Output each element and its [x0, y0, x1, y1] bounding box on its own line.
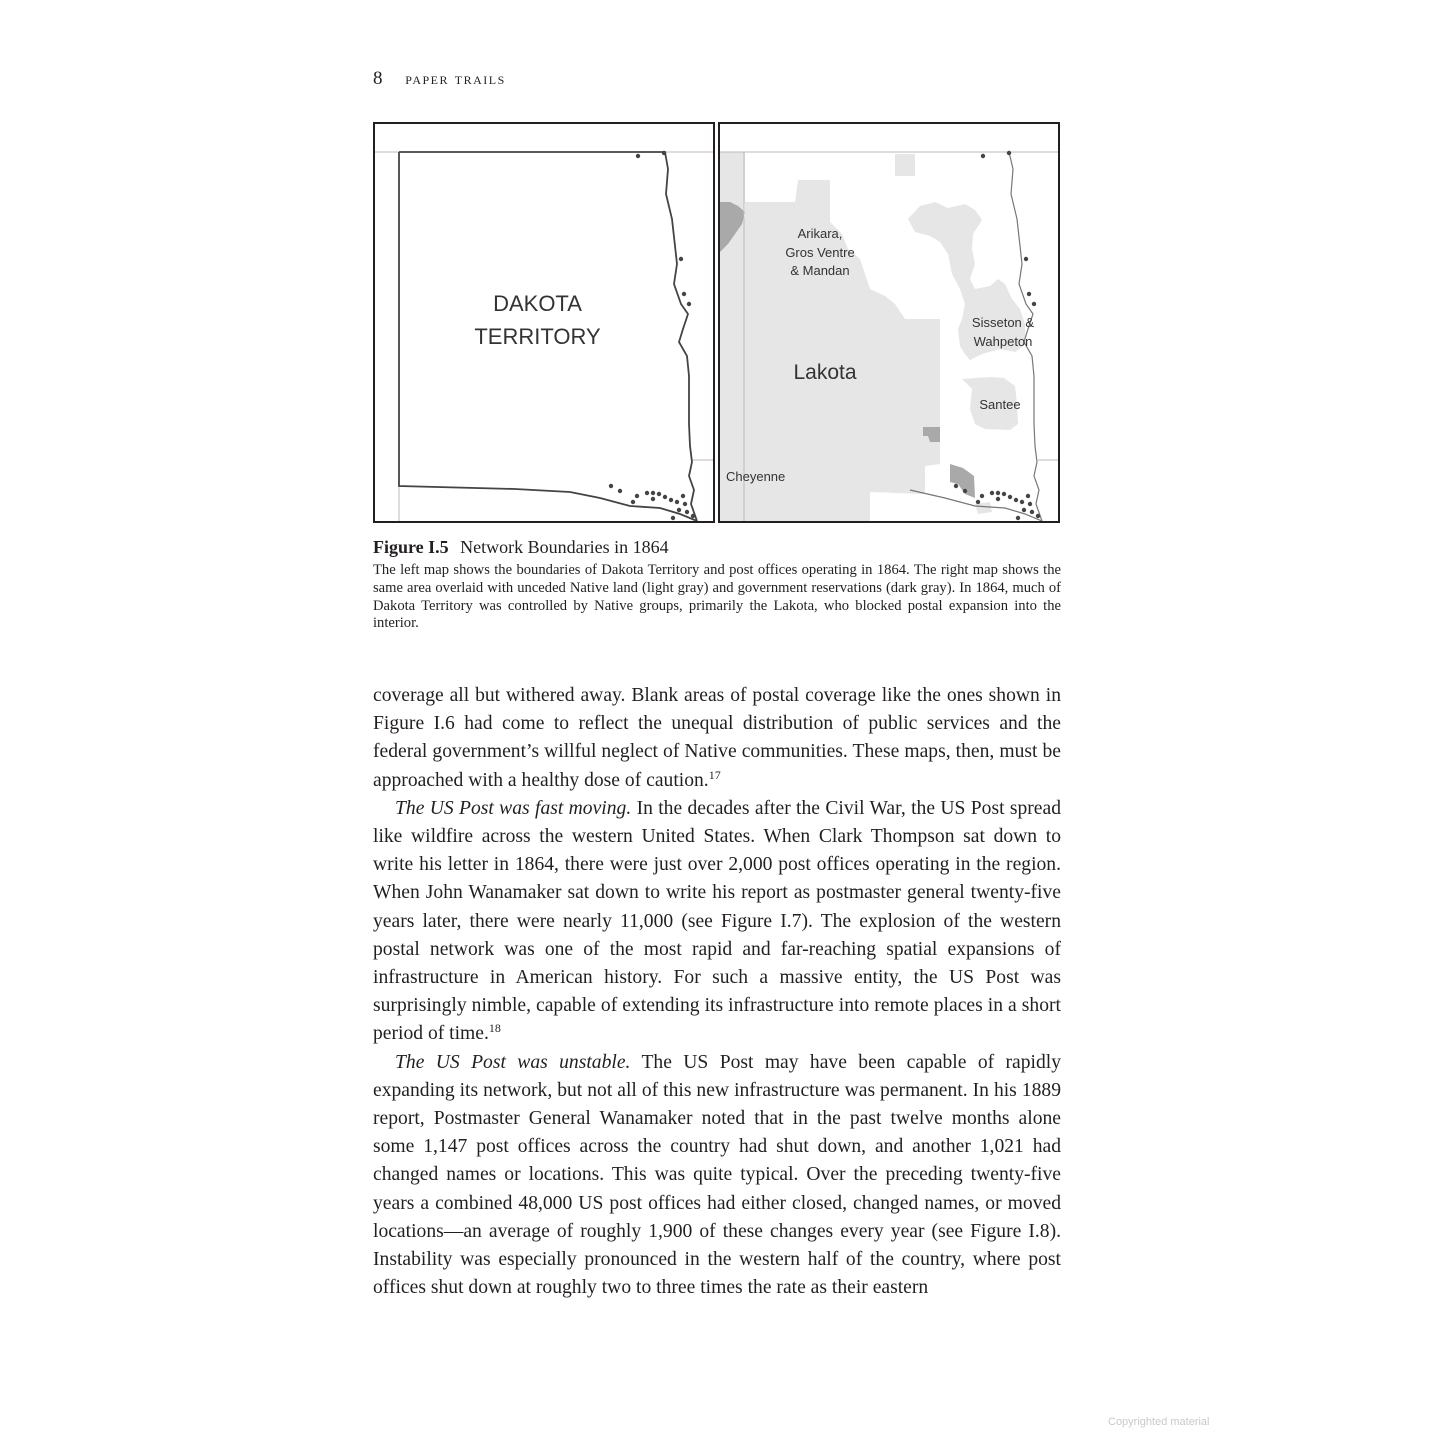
cheyenne-label: Cheyenne: [726, 469, 786, 484]
sisseton-label: Sisseton & Wahpeton: [971, 315, 1035, 349]
paragraph-1: coverage all but withered away. Blank areas of postal coverage like the ones shown in Figure I.6 had come to reflect the unequal distribution of public services and the federal government’s willful neglect of Native communities. These maps, then, must be approached with a healthy dose of caution.$^{17}$: [373, 685, 1061, 791]
paragraph-3: The US Post was unstable. The US Post may have been capable of rapidly expanding its network, but not all of this new infrastructure was permanent. In his 1889 report, Postmaster General Wanamaker noted that in the past twelve months alone some 1,147 post offices across the country had shut down, and another 1,021 had changed names or locations. This was quite typical. Over the preceding twenty-five years a combined 48,000 US post offices had either closed, changed names, or moved locations—an average of roughly 1,900 of these changes every year (see Figure I.8). Instability was especially pronounced in the western half of the country, where post offices shut down at roughly two to three times the rate as their eastern: [373, 1051, 1062, 1299]
running-title: paper trails: [405, 69, 506, 88]
left-map: [373, 122, 715, 523]
arikara-label: Arikara, Gros Ventre & Mandan: [785, 226, 855, 278]
lakota-label: Lakota: [793, 361, 857, 384]
paragraph-2-lead: The US Post was fast moving.: [395, 797, 632, 819]
footnote-17: 17: [708, 767, 721, 782]
dakota-territory-label: DAKOTA TERRITORY: [474, 291, 601, 349]
reservation-south: [950, 464, 975, 498]
running-header: [373, 68, 506, 90]
santee-label: Santee: [979, 397, 1021, 412]
right-map: [718, 122, 1060, 523]
copyright-watermark: Copyrighted material: [1108, 1416, 1210, 1428]
footnote-18: 18: [488, 1021, 501, 1036]
figure-caption: [373, 537, 1061, 633]
caption-text: The left map shows the boundaries of Dakota Territory and post offices operating in 1864. The right map shows the same area overlaid with unceded Native land (light gray) and government reservations (dark gray). In 1864, much of Dakota Territory was controlled by Native groups, primarily the Lakota, who blocked postal expansion into the interior.: [373, 562, 1061, 632]
post-office-dots: [609, 151, 695, 520]
figure-maps: [373, 122, 1059, 521]
territory-border-south: [910, 490, 1042, 521]
figure-title: Network Boundaries in 1864: [460, 537, 669, 557]
body-text: [373, 682, 1061, 1302]
caption-heading: [373, 537, 1061, 558]
figure-label: Figure I.5: [373, 537, 449, 557]
page-number: 8: [373, 68, 383, 89]
north-parcel: [895, 154, 915, 176]
paragraph-2: The US Post was fast moving. In the decades after the Civil War, the US Post spread like wildfire across the western United States. When Clark Thompson sat down to write his letter in 1864, there were just over 2,000 post offices operating in the region. When John Wanamaker sat down to write his report as postmaster general twenty-five years later, there were nearly 11,000 (see Figure I.7). The explosion of the western postal network was one of the most rapid and far-reaching spatial expansions of infrastructure in American history. For such a massive entity, the US Post was surprisingly nimble, capable of extending its infrastructure into remote places in a short period of time.$^{18}$: [373, 797, 1061, 1045]
paragraph-3-lead: The US Post was unstable.: [395, 1051, 631, 1073]
